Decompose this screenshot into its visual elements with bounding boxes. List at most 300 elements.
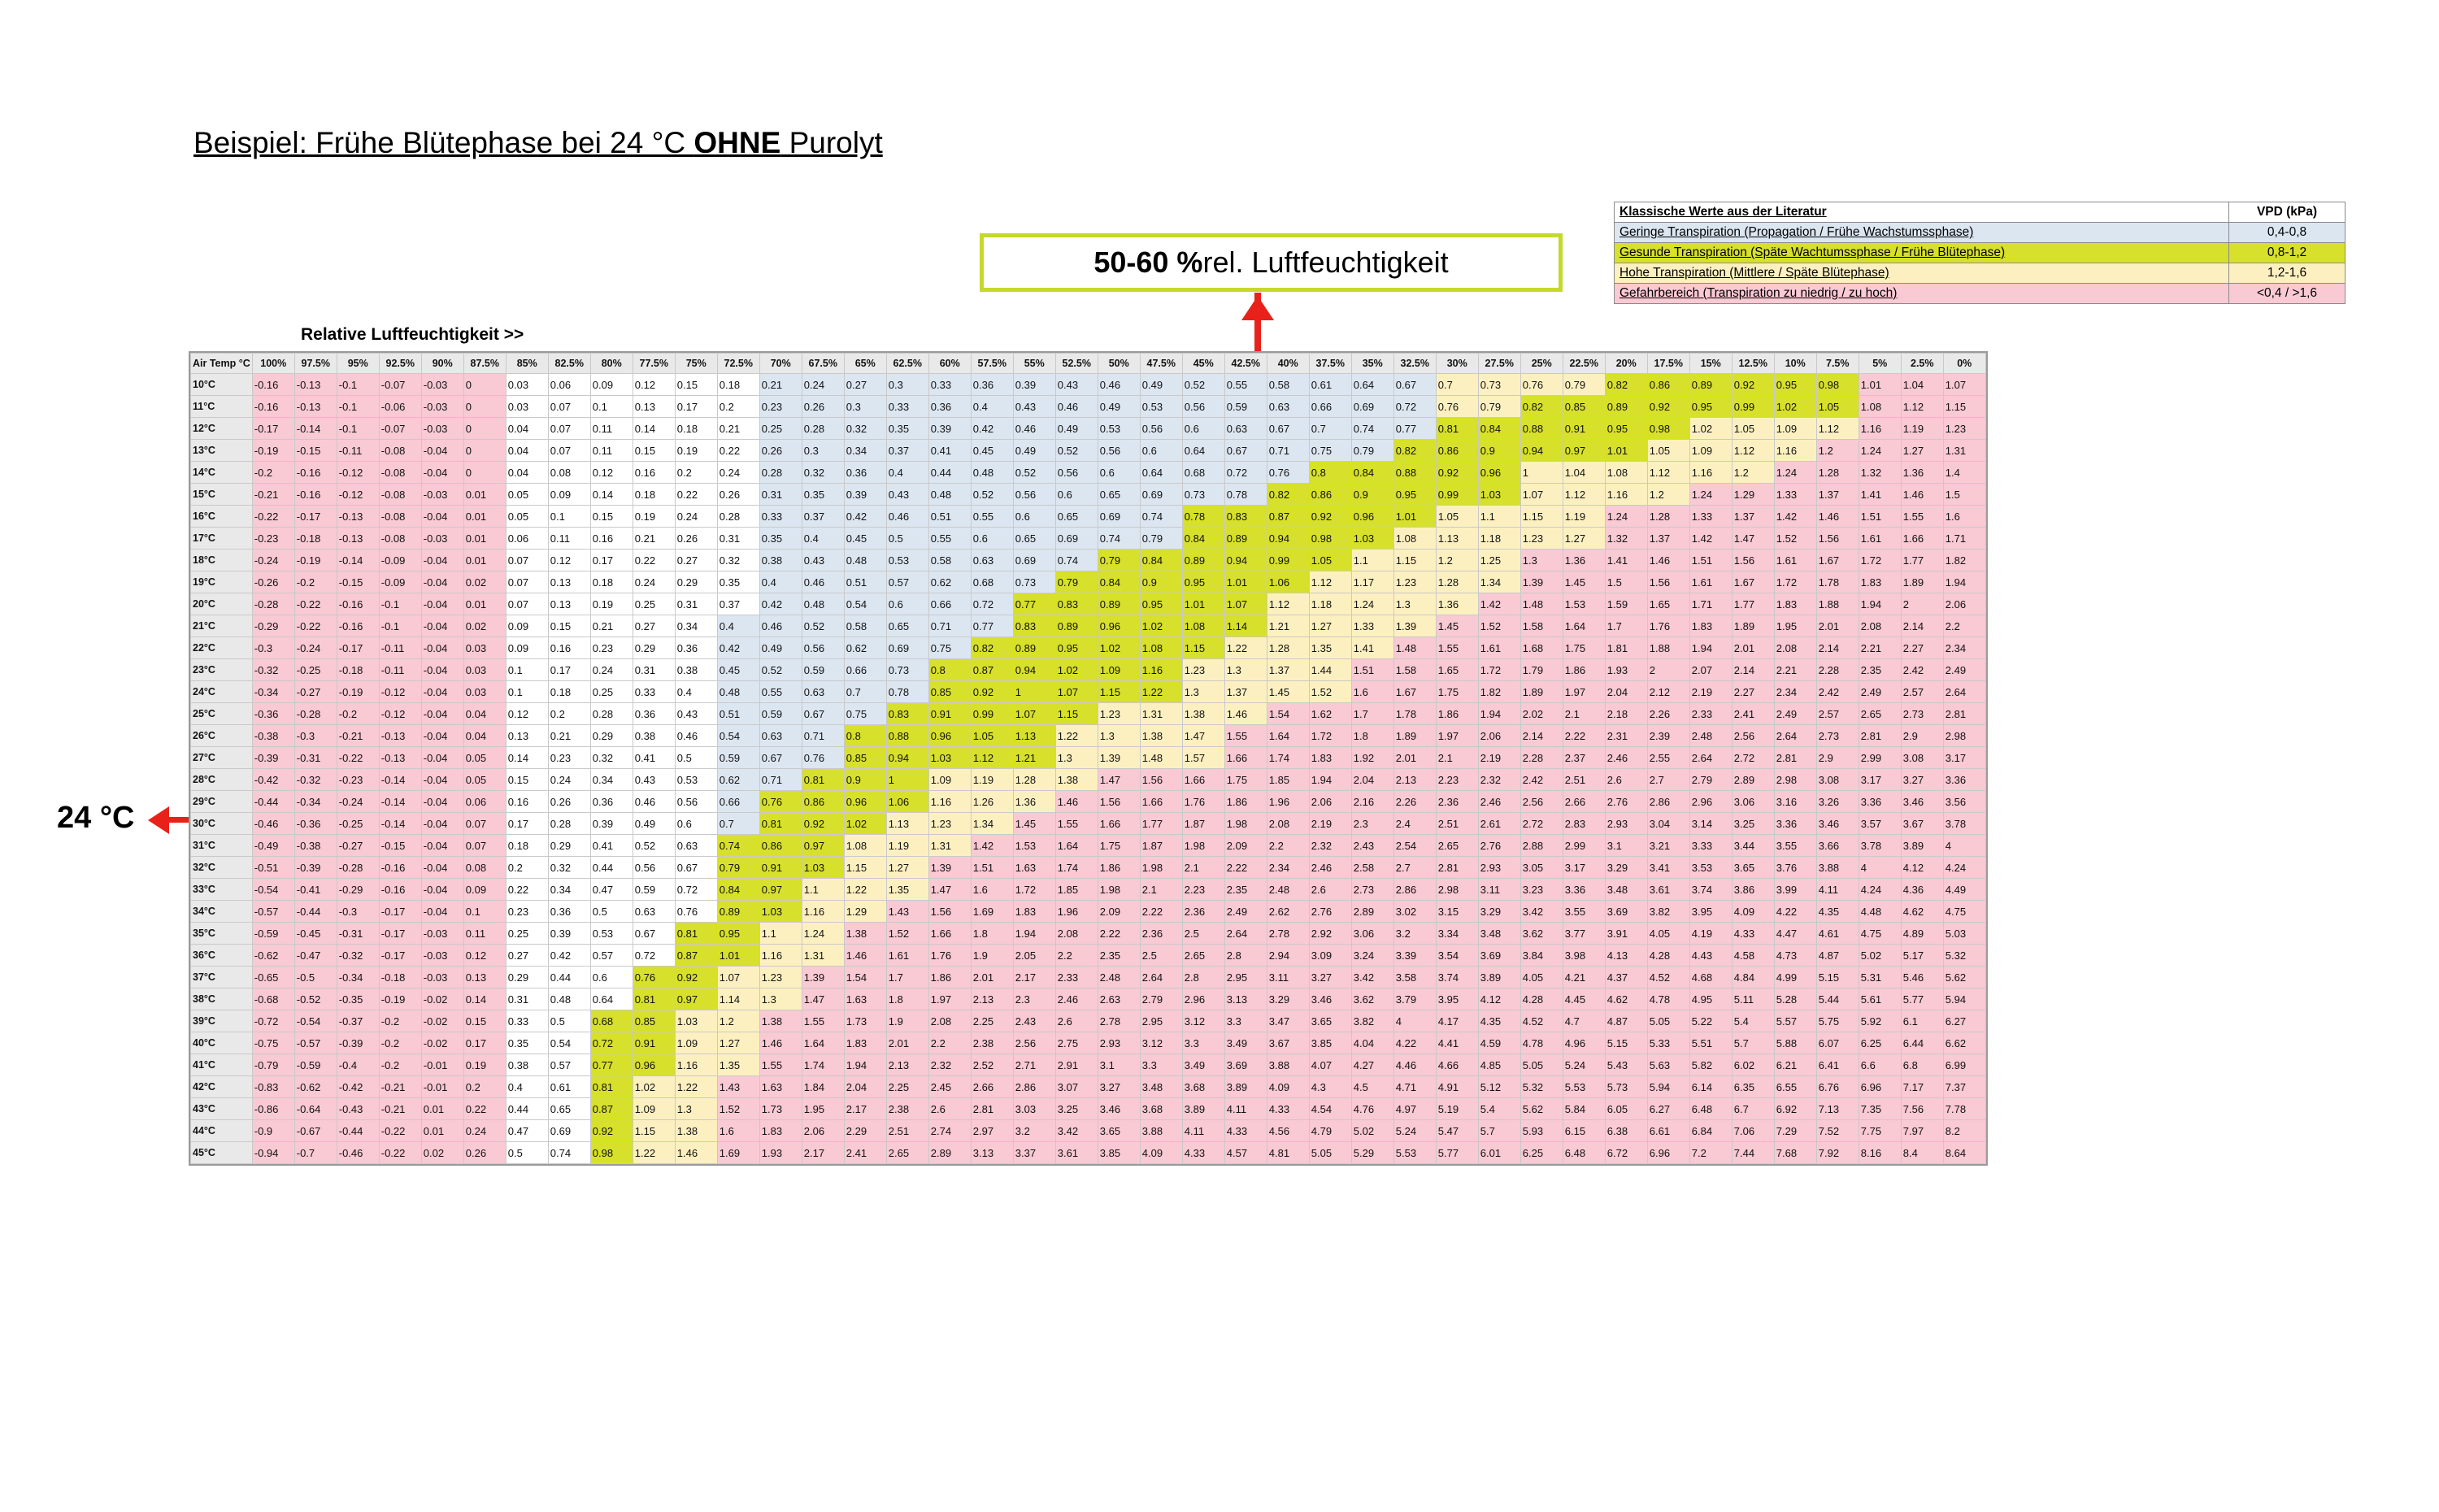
vpd-cell: -0.04 <box>421 659 463 681</box>
vpd-cell: -0.04 <box>421 769 463 791</box>
vpd-cell: -0.9 <box>252 1120 294 1142</box>
vpd-cell: 5.93 <box>1520 1120 1563 1142</box>
vpd-cell: -0.54 <box>252 879 294 901</box>
vpd-cell: 4.62 <box>1605 988 1647 1010</box>
vpd-cell: 5.02 <box>1351 1120 1393 1142</box>
vpd-cell: -0.21 <box>252 484 294 506</box>
vpd-cell: 2.14 <box>1901 615 1943 637</box>
vpd-cell: -0.25 <box>294 659 337 681</box>
vpd-cell: 1.97 <box>1436 725 1478 747</box>
vpd-cell: 1.28 <box>1013 769 1055 791</box>
vpd-cell: 0.53 <box>590 923 633 945</box>
vpd-cell: 1.53 <box>1563 593 1605 615</box>
vpd-cell: 0.45 <box>717 659 759 681</box>
vpd-cell: -0.16 <box>337 593 379 615</box>
vpd-cell: 3.47 <box>1267 1010 1309 1032</box>
vpd-cell: 0.85 <box>844 747 886 769</box>
vpd-cell: -0.43 <box>337 1098 379 1120</box>
vpd-table-row <box>191 550 1986 571</box>
vpd-cell: 0.34 <box>675 615 717 637</box>
vpd-cell: 1.94 <box>844 1054 886 1076</box>
vpd-cell: 0.86 <box>802 791 844 813</box>
vpd-cell: 2.22 <box>1098 923 1140 945</box>
vpd-cell: 1.75 <box>1224 769 1267 791</box>
vpd-cell: 0.55 <box>1224 374 1267 396</box>
vpd-cell: 0.99 <box>1267 550 1309 571</box>
vpd-cell: 0.28 <box>548 813 590 835</box>
vpd-cell: 1.67 <box>1816 550 1859 571</box>
vpd-cell: -0.1 <box>337 374 379 396</box>
vpd-cell: 0.35 <box>886 418 928 440</box>
vpd-row-header: 40°C <box>191 1032 253 1054</box>
vpd-cell: 1.44 <box>1309 659 1351 681</box>
vpd-cell: 2.79 <box>1140 988 1182 1010</box>
vpd-cell: -0.17 <box>379 945 421 967</box>
vpd-cell: 1.38 <box>844 923 886 945</box>
vpd-heatmap-table <box>190 353 1986 1164</box>
vpd-cell: -0.14 <box>379 813 421 835</box>
vpd-cell: 2.83 <box>1563 813 1605 835</box>
vpd-cell: -0.22 <box>294 615 337 637</box>
vpd-cell: 0.18 <box>506 835 548 857</box>
vpd-cell: 0.47 <box>506 1120 548 1142</box>
vpd-cell: 0.71 <box>928 615 971 637</box>
vpd-cell: 0.3 <box>844 396 886 418</box>
vpd-cell: 0.92 <box>590 1120 633 1142</box>
vpd-cell: 2.06 <box>1478 725 1520 747</box>
vpd-column-header: 62.5% <box>886 354 928 374</box>
vpd-cell: 0.42 <box>844 506 886 528</box>
vpd-cell: 4.35 <box>1478 1010 1520 1032</box>
vpd-cell: 4.81 <box>1267 1142 1309 1164</box>
vpd-cell: 0.4 <box>717 615 759 637</box>
vpd-cell: -0.16 <box>252 374 294 396</box>
vpd-cell: 2.34 <box>1774 681 1816 703</box>
vpd-cell: 3.67 <box>1901 813 1943 835</box>
vpd-table-row <box>191 835 1986 857</box>
vpd-cell: 7.75 <box>1859 1120 1901 1142</box>
vpd-cell: -0.25 <box>337 813 379 835</box>
vpd-cell: 4.84 <box>1732 967 1774 988</box>
vpd-cell: 5.22 <box>1689 1010 1732 1032</box>
vpd-cell: 1.08 <box>1859 396 1901 418</box>
vpd-cell: 3.11 <box>1267 967 1309 988</box>
vpd-cell: 5.17 <box>1901 945 1943 967</box>
vpd-cell: 0.49 <box>1055 418 1098 440</box>
vpd-cell: 2.49 <box>1224 901 1267 923</box>
vpd-cell: 0.87 <box>971 659 1013 681</box>
vpd-cell: 0.63 <box>675 835 717 857</box>
vpd-cell: 1.15 <box>1520 506 1563 528</box>
legend-row-value: 1,2-1,6 <box>2229 263 2346 284</box>
vpd-cell: 1.7 <box>1351 703 1393 725</box>
vpd-cell: 2.28 <box>1520 747 1563 769</box>
legend-header-row <box>1615 202 2346 223</box>
vpd-column-header: 7.5% <box>1816 354 1859 374</box>
vpd-cell: 0.77 <box>971 615 1013 637</box>
vpd-cell: 1.51 <box>1351 659 1393 681</box>
vpd-cell: 0.09 <box>506 615 548 637</box>
vpd-cell: 0.97 <box>759 879 802 901</box>
vpd-column-header: 92.5% <box>379 354 421 374</box>
vpd-cell: -0.04 <box>421 813 463 835</box>
vpd-table-row <box>191 791 1986 813</box>
vpd-cell: 0.69 <box>1140 484 1182 506</box>
vpd-cell: 0.46 <box>1013 418 1055 440</box>
vpd-cell: 5.77 <box>1901 988 1943 1010</box>
vpd-cell: -0.03 <box>421 484 463 506</box>
vpd-cell: 2.98 <box>1943 725 1985 747</box>
vpd-cell: 1.52 <box>717 1098 759 1120</box>
vpd-cell: 0.64 <box>590 988 633 1010</box>
vpd-cell: 1.03 <box>1351 528 1393 550</box>
vpd-cell: 0.48 <box>928 484 971 506</box>
vpd-cell: 0.23 <box>759 396 802 418</box>
vpd-cell: -0.13 <box>337 506 379 528</box>
vpd-table-row <box>191 615 1986 637</box>
vpd-cell: 1.23 <box>1098 703 1140 725</box>
vpd-cell: 1.35 <box>886 879 928 901</box>
vpd-row-header: 16°C <box>191 506 253 528</box>
vpd-cell: 1.89 <box>1393 725 1436 747</box>
vpd-cell: 2.06 <box>802 1120 844 1142</box>
vpd-cell: 1.97 <box>928 988 971 1010</box>
vpd-cell: 0.88 <box>886 725 928 747</box>
vpd-cell: 0.03 <box>463 681 506 703</box>
vpd-cell: 0.06 <box>548 374 590 396</box>
vpd-cell: 0.81 <box>675 923 717 945</box>
vpd-cell: 6.96 <box>1859 1076 1901 1098</box>
vpd-column-header: 82.5% <box>548 354 590 374</box>
vpd-cell: 2.73 <box>1816 725 1859 747</box>
vpd-cell: 1.01 <box>1182 593 1224 615</box>
vpd-cell: 4.37 <box>1605 967 1647 988</box>
legend-row-label: Geringe Transpiration (Propagation / Frühe Wachstumssphase) <box>1615 223 2229 243</box>
vpd-cell: 1.24 <box>1859 440 1901 462</box>
vpd-cell: 1.67 <box>1732 571 1774 593</box>
vpd-cell: 0.84 <box>1182 528 1224 550</box>
vpd-cell: 1.75 <box>1098 835 1140 857</box>
vpd-cell: 0.68 <box>1182 462 1224 484</box>
vpd-cell: 1.03 <box>1478 484 1520 506</box>
legend-row <box>1615 243 2346 263</box>
vpd-cell: -0.03 <box>421 967 463 988</box>
vpd-cell: 2.6 <box>1055 1010 1098 1032</box>
vpd-cell: 0.9 <box>1478 440 1520 462</box>
vpd-cell: 0.23 <box>548 747 590 769</box>
vpd-cell: 1.22 <box>1224 637 1267 659</box>
vpd-cell: 1.16 <box>1140 659 1182 681</box>
vpd-cell: 0.33 <box>759 506 802 528</box>
vpd-cell: 1.38 <box>759 1010 802 1032</box>
vpd-cell: 2.9 <box>1901 725 1943 747</box>
vpd-cell: 3.89 <box>1182 1098 1224 1120</box>
vpd-cell: -0.86 <box>252 1098 294 1120</box>
vpd-cell: -0.04 <box>421 593 463 615</box>
vpd-cell: 1.05 <box>1436 506 1478 528</box>
vpd-cell: 2.08 <box>1267 813 1309 835</box>
vpd-cell: 0.92 <box>1732 374 1774 396</box>
vpd-cell: 2.01 <box>1732 637 1774 659</box>
vpd-cell: 2.23 <box>1182 879 1224 901</box>
vpd-table-row <box>191 440 1986 462</box>
vpd-cell: 1.68 <box>1520 637 1563 659</box>
vpd-cell: 5.28 <box>1774 988 1816 1010</box>
vpd-cell: 0.52 <box>1182 374 1224 396</box>
vpd-cell: -0.06 <box>379 396 421 418</box>
vpd-cell: 1.8 <box>971 923 1013 945</box>
vpd-column-header: 87.5% <box>463 354 506 374</box>
vpd-cell: 1.94 <box>1689 637 1732 659</box>
vpd-cell: 0.17 <box>590 550 633 571</box>
vpd-cell: 0.17 <box>506 813 548 835</box>
vpd-cell: 0.75 <box>844 703 886 725</box>
vpd-cell: 0.4 <box>886 462 928 484</box>
vpd-cell: -0.04 <box>421 571 463 593</box>
vpd-column-header: 67.5% <box>802 354 844 374</box>
vpd-cell: 2.02 <box>1520 703 1563 725</box>
vpd-cell: 0.19 <box>590 593 633 615</box>
vpd-cell: 0.8 <box>1309 462 1351 484</box>
vpd-cell: 0.07 <box>506 593 548 615</box>
vpd-cell: -0.13 <box>337 528 379 550</box>
vpd-cell: 4.3 <box>1309 1076 1351 1098</box>
vpd-cell: 1.46 <box>1816 506 1859 528</box>
vpd-cell: 2.07 <box>1689 659 1732 681</box>
vpd-cell: 3.2 <box>1013 1120 1055 1142</box>
vpd-cell: 5.33 <box>1647 1032 1689 1054</box>
vpd-table-row <box>191 813 1986 835</box>
vpd-cell: 0.17 <box>675 396 717 418</box>
vpd-cell: 1.17 <box>1351 571 1393 593</box>
vpd-cell: 1.86 <box>1436 703 1478 725</box>
vpd-cell: 1.75 <box>1563 637 1605 659</box>
vpd-cell: 1.8 <box>886 988 928 1010</box>
vpd-cell: 0.22 <box>506 879 548 901</box>
vpd-cell: 4.52 <box>1520 1010 1563 1032</box>
vpd-cell: 1.47 <box>1098 769 1140 791</box>
vpd-cell: -0.34 <box>294 791 337 813</box>
vpd-cell: 0.05 <box>506 484 548 506</box>
vpd-cell: 0.6 <box>1182 418 1224 440</box>
vpd-cell: 0.28 <box>717 506 759 528</box>
humidity-callout-value: 50-60 % <box>1093 245 1203 279</box>
vpd-cell: 1.93 <box>759 1142 802 1164</box>
vpd-cell: 0.42 <box>717 637 759 659</box>
legend-row <box>1615 263 2346 284</box>
vpd-cell: 1.2 <box>1647 484 1689 506</box>
vpd-cell: 3.05 <box>1520 857 1563 879</box>
vpd-cell: 0.76 <box>1520 374 1563 396</box>
vpd-cell: 4.56 <box>1267 1120 1309 1142</box>
vpd-cell: 0.79 <box>1563 374 1605 396</box>
vpd-cell: 0.21 <box>548 725 590 747</box>
vpd-cell: 5.05 <box>1647 1010 1689 1032</box>
vpd-cell: 0.78 <box>1224 484 1267 506</box>
vpd-cell: 1.19 <box>971 769 1013 791</box>
vpd-cell: 0.1 <box>590 396 633 418</box>
vpd-row-header: 39°C <box>191 1010 253 1032</box>
vpd-cell: 1.5 <box>1605 571 1647 593</box>
vpd-cell: 4.99 <box>1774 967 1816 988</box>
page-title <box>193 126 883 160</box>
vpd-cell: 0.74 <box>548 1142 590 1164</box>
vpd-cell: 1.33 <box>1351 615 1393 637</box>
vpd-row-header: 25°C <box>191 703 253 725</box>
vpd-cell: 0.39 <box>1013 374 1055 396</box>
vpd-cell: 0.35 <box>802 484 844 506</box>
vpd-cell: 2.04 <box>844 1076 886 1098</box>
vpd-cell: 0.24 <box>802 374 844 396</box>
vpd-cell: -0.4 <box>337 1054 379 1076</box>
vpd-cell: 6.92 <box>1774 1098 1816 1120</box>
vpd-cell: 0.04 <box>506 462 548 484</box>
vpd-column-header: 97.5% <box>294 354 337 374</box>
vpd-cell: 1.73 <box>844 1010 886 1032</box>
vpd-cell: 0.95 <box>1689 396 1732 418</box>
vpd-cell: 1.66 <box>1224 747 1267 769</box>
vpd-cell: 3.06 <box>1351 923 1393 945</box>
vpd-cell: 0.53 <box>1140 396 1182 418</box>
vpd-cell: -0.1 <box>337 396 379 418</box>
vpd-cell: 5.24 <box>1563 1054 1605 1076</box>
vpd-cell: 0.89 <box>1013 637 1055 659</box>
vpd-cell: 0.22 <box>633 550 675 571</box>
vpd-cell: 5.53 <box>1563 1076 1605 1098</box>
vpd-cell: 1.2 <box>1436 550 1478 571</box>
legend-row-label: Hohe Transpiration (Mittlere / Späte Blütephase) <box>1615 263 2229 284</box>
vpd-cell: 0.25 <box>759 418 802 440</box>
vpd-cell: 4.47 <box>1774 923 1816 945</box>
vpd-cell: 1.83 <box>1774 593 1816 615</box>
vpd-cell: 2.09 <box>1098 901 1140 923</box>
vpd-cell: 0.21 <box>759 374 802 396</box>
vpd-cell: 2.32 <box>1309 835 1351 857</box>
vpd-cell: 1.94 <box>1013 923 1055 945</box>
vpd-cell: 2.61 <box>1478 813 1520 835</box>
vpd-cell: 0.14 <box>590 484 633 506</box>
vpd-cell: 1.78 <box>1393 703 1436 725</box>
vpd-cell: 4.35 <box>1816 901 1859 923</box>
vpd-cell: 2.6 <box>1605 769 1647 791</box>
humidity-axis-caption: Relative Luftfeuchtigkeit >> <box>301 325 524 344</box>
vpd-cell: 1.23 <box>928 813 971 835</box>
vpd-cell: 4 <box>1393 1010 1436 1032</box>
vpd-table-row <box>191 1120 1986 1142</box>
vpd-cell: 1.63 <box>1013 857 1055 879</box>
vpd-cell: 1.47 <box>928 879 971 901</box>
vpd-cell: 1.07 <box>1013 703 1055 725</box>
vpd-cell: 0.7 <box>717 813 759 835</box>
vpd-cell: 1.46 <box>1224 703 1267 725</box>
vpd-cell: 1.27 <box>1563 528 1605 550</box>
vpd-cell: 1.61 <box>886 945 928 967</box>
vpd-cell: 5.44 <box>1816 988 1859 1010</box>
vpd-cell: 1.12 <box>1816 418 1859 440</box>
vpd-cell: 2.79 <box>1689 769 1732 791</box>
vpd-cell: 2.46 <box>1478 791 1520 813</box>
vpd-cell: -0.03 <box>421 396 463 418</box>
vpd-cell: 3.2 <box>1393 923 1436 945</box>
vpd-cell: 2.64 <box>1943 681 1985 703</box>
vpd-cell: 3.25 <box>1732 813 1774 835</box>
vpd-cell: 4 <box>1859 857 1901 879</box>
vpd-cell: -0.07 <box>379 374 421 396</box>
vpd-cell: 0.03 <box>463 659 506 681</box>
vpd-cell: 0.72 <box>971 593 1013 615</box>
vpd-cell: 3.08 <box>1816 769 1859 791</box>
vpd-table-row <box>191 725 1986 747</box>
vpd-cell: 4.27 <box>1351 1054 1393 1076</box>
vpd-cell: 1.34 <box>1478 571 1520 593</box>
vpd-cell: 0.51 <box>844 571 886 593</box>
vpd-cell: -0.13 <box>294 396 337 418</box>
vpd-cell: 0.84 <box>1351 462 1393 484</box>
vpd-cell: 1.03 <box>928 747 971 769</box>
vpd-cell: 1.09 <box>1689 440 1732 462</box>
vpd-cell: 4.97 <box>1393 1098 1436 1120</box>
vpd-table-row <box>191 967 1986 988</box>
vpd-cell: -0.14 <box>294 418 337 440</box>
vpd-cell: 0.89 <box>1182 550 1224 571</box>
vpd-cell: 0.12 <box>548 550 590 571</box>
vpd-cell: 2.04 <box>1351 769 1393 791</box>
vpd-cell: 1.12 <box>1901 396 1943 418</box>
vpd-cell: 0.17 <box>463 1032 506 1054</box>
vpd-cell: 1.83 <box>1309 747 1351 769</box>
vpd-cell: 1.7 <box>886 967 928 988</box>
vpd-cell: 0.89 <box>717 901 759 923</box>
vpd-cell: 1.3 <box>1182 681 1224 703</box>
vpd-cell: -0.19 <box>294 550 337 571</box>
vpd-cell: -0.09 <box>379 550 421 571</box>
vpd-cell: 0.44 <box>548 967 590 988</box>
vpd-cell: 3.86 <box>1732 879 1774 901</box>
vpd-cell: 0.46 <box>886 506 928 528</box>
vpd-cell: 3.29 <box>1478 901 1520 923</box>
vpd-cell: 0.89 <box>1689 374 1732 396</box>
vpd-cell: -0.04 <box>421 440 463 462</box>
vpd-cell: 0.52 <box>1013 462 1055 484</box>
vpd-cell: 2.72 <box>1732 747 1774 769</box>
vpd-cell: 1.39 <box>802 967 844 988</box>
vpd-cell: 0.92 <box>971 681 1013 703</box>
vpd-cell: 0.61 <box>548 1076 590 1098</box>
vpd-cell: 2.64 <box>1140 967 1182 988</box>
vpd-cell: 0.53 <box>886 550 928 571</box>
vpd-cell: 1.89 <box>1520 681 1563 703</box>
vpd-cell: 2.06 <box>1309 791 1351 813</box>
vpd-cell: 0.77 <box>590 1054 633 1076</box>
vpd-cell: 0.24 <box>590 659 633 681</box>
vpd-cell: 3.55 <box>1774 835 1816 857</box>
vpd-cell: 3.68 <box>1140 1098 1182 1120</box>
vpd-cell: 0.36 <box>844 462 886 484</box>
vpd-column-header: 17.5% <box>1647 354 1689 374</box>
vpd-cell: 2.25 <box>886 1076 928 1098</box>
vpd-cell: 0.09 <box>548 484 590 506</box>
vpd-cell: 3.77 <box>1563 923 1605 945</box>
vpd-cell: 0.32 <box>548 857 590 879</box>
vpd-cell: -0.38 <box>252 725 294 747</box>
vpd-cell: 2.89 <box>1351 901 1393 923</box>
vpd-cell: 4.58 <box>1732 945 1774 967</box>
vpd-cell: 0.16 <box>633 462 675 484</box>
vpd-cell: 0.37 <box>802 506 844 528</box>
vpd-cell: 5.4 <box>1478 1098 1520 1120</box>
vpd-cell: 0.11 <box>548 528 590 550</box>
vpd-cell: 1.07 <box>717 967 759 988</box>
